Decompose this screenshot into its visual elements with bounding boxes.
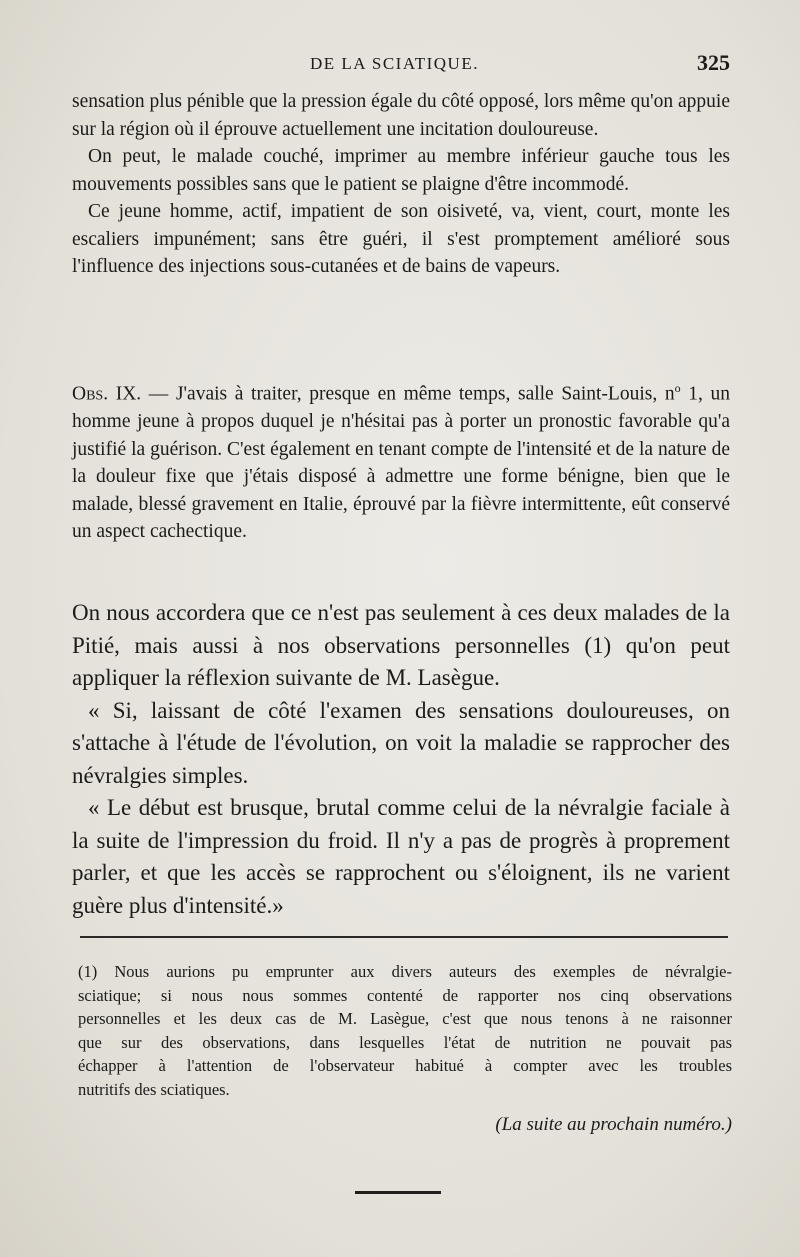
top-paragraphs <box>72 88 730 281</box>
observation-text-start: J'avais à traiter, presque en même temps, salle Saint-Louis, n <box>175 383 675 405</box>
observation-label: Obs. IX. — <box>72 383 169 405</box>
footnote-separator <box>80 936 728 938</box>
footnote-line: sciatique; si nous nous sommes contenté de rapporter nos cinq observations <box>78 985 732 1005</box>
observation-ix <box>72 375 730 546</box>
footnote <box>78 960 732 1101</box>
continued-note: (La suite au prochain numéro.) <box>495 1114 732 1135</box>
observation-paragraph <box>72 375 730 546</box>
paragraph-continuation: sensation plus pénible que la pression égale du côté opposé, lors même qu'on appuie sur la région où il éprouve actuellement une incitation douloureuse. <box>72 91 730 140</box>
main-paragraphs <box>72 597 730 922</box>
footnote-line: (1) Nous aurions pu emprunter aux divers auteurs des exemples de névralgie- <box>78 962 732 981</box>
paragraph-young-man: Ce jeune homme, actif, impatient de son oisiveté, va, vient, court, monte les escaliers impunément; sans être guéri, il s'est promptement amélioré sous l'influence des injections sous-cutanées et de bains de vapeurs. <box>72 201 730 277</box>
footnote-line: personnelles et les deux cas de M. Lasègue, c'est que nous tenons à ne raisonner <box>78 1009 732 1028</box>
paragraph-movement: On peut, le malade couché, imprimer au membre inférieur gauche tous les mouvements possibles sans que le patient se plaigne d'être incommodé. <box>72 146 730 195</box>
footnote-line: échapper à l'attention de l'observateur habitué à compter avec les troubles <box>78 1056 732 1075</box>
observation-superscript: o <box>674 381 681 395</box>
running-title: DE LA SCIATIQUE. <box>310 54 479 73</box>
paragraph-quote-1: « Si, laissant de côté l'examen des sensations douloureuses, on s'attache à l'étude de l'évolution, on voit la maladie se rapprocher des névralgies simples. <box>72 697 730 788</box>
footnote-line: que sur des observations, dans lesquelles l'état de nutrition ne pouvait pas <box>78 1032 732 1052</box>
paragraph-accordera: On nous accordera que ce n'est pas seulement à ces deux malades de la Pitié, mais aussi à nos observations personnelles (1) qu'on peut appliquer la réflexion suivante de M. Lasègue. <box>72 600 730 690</box>
footnote-line: nutritifs des sciatiques. <box>78 1079 230 1099</box>
closing-rule <box>355 1191 441 1194</box>
page-number: 325 <box>697 50 730 75</box>
paragraph-quote-2: « Le début est brusque, brutal comme celui de la névralgie faciale à la suite de l'impression du froid. Il n'y a pas de progrès à proprement parler, et que les accès se rapprochent ou s'éloignent, ils ne varient guère plus d'intensité.» <box>72 795 730 918</box>
observation-text-end: 1, un homme jeune à propos duquel je n'hésitai pas à porter un pronostic favorable qu'a justifié la guérison. C'est également en tenant compte de l'intensité et de la nature de la douleur fixe que j'étais disposé à admettre une forme bénigne, bien que le malade, blessé gravement en Italie, éprouvé par la fièvre intermittente, eût conservé un aspect cachectique. <box>72 383 730 542</box>
page-header <box>70 50 730 80</box>
